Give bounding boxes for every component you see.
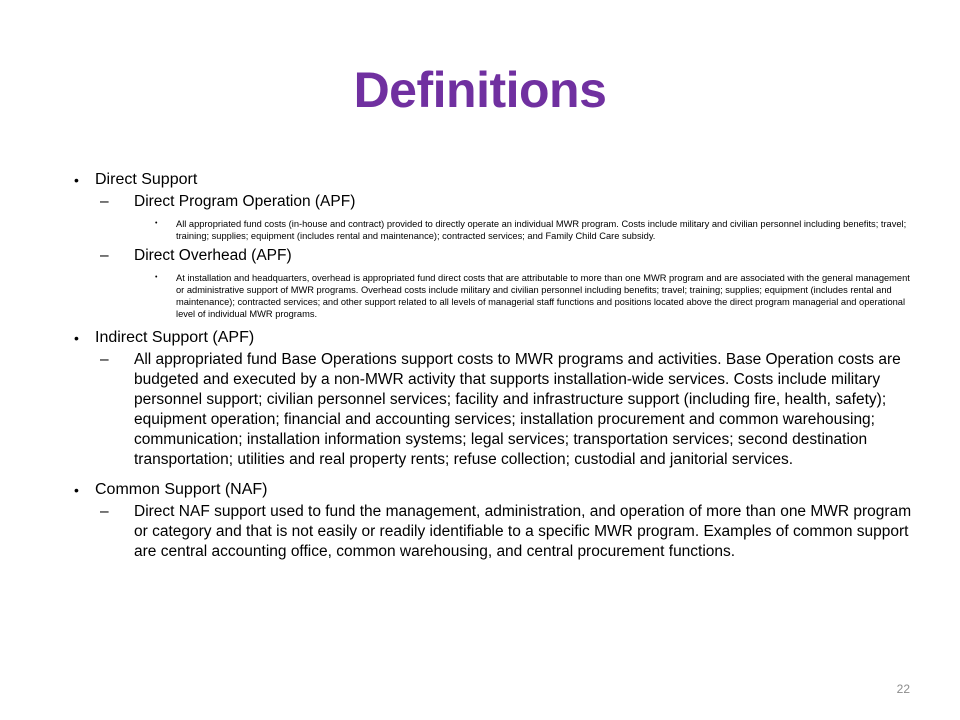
detail-text: All appropriated fund costs (in-house and contract) provided to directly operate an individual MWR program. Costs include military and civilian personnel including benefits; travel; training; supplies; equipment (includes rental and maintenance); contracted services; and Family Child Care subsidy. — [176, 219, 907, 241]
bullet-icon: • — [74, 482, 79, 498]
subbullet-direct-program-operation — [100, 192, 922, 212]
bullet-label: Common Support (NAF) — [95, 481, 268, 498]
detail-direct-program-operation — [155, 218, 911, 242]
bullet-label: Indirect Support (APF) — [95, 329, 255, 346]
subbullet-label: Direct Overhead (APF) — [134, 247, 292, 264]
bullet-indirect-support — [72, 328, 922, 348]
dash-icon: – — [100, 247, 109, 264]
subbullet-text: All appropriated fund Base Operations support costs to MWR programs and activities. Base Operation costs are budgeted and executed by a non-MWR activity that supports installation-wide services. Costs include military personnel support; civilian personnel services; facility and infrastructure support (including fire, health, safety); equipment operation; financial and accounting services; installation procurement and common warehousing; communication; installation information systems; legal services; transportation services; second destination transportation; utilities and real property rents; refuse collection; custodial and janitorial services. — [134, 351, 901, 468]
bullet-common-support — [72, 480, 922, 500]
bullet-icon: • — [74, 172, 79, 188]
page-number: 22 — [896, 682, 910, 696]
slide-title: Definitions — [353, 62, 607, 118]
subbullet-label: Direct Program Operation (APF) — [134, 193, 356, 210]
bullet-label: Direct Support — [95, 171, 198, 188]
slide-content — [72, 170, 922, 564]
subbullet-common-support-text — [100, 502, 922, 562]
bullet-direct-support — [72, 170, 922, 190]
bullet-icon: • — [155, 274, 158, 281]
subbullet-text: Direct NAF support used to fund the management, administration, and operation of more than one MWR program or category and that is not easily or readily identifiable to a specific MWR program. Examples of common support are central accounting office, common warehousing, and central procurement functions. — [134, 503, 912, 560]
subbullet-indirect-support-text — [100, 350, 922, 470]
dash-icon: – — [100, 503, 109, 520]
subbullet-direct-overhead — [100, 246, 922, 266]
bullet-icon: • — [74, 330, 79, 346]
bullet-icon: • — [155, 220, 158, 227]
dash-icon: – — [100, 351, 109, 368]
detail-text: At installation and headquarters, overhead is appropriated fund direct costs that are attributable to more than one MWR program and are associated with the general management or administrative support of MWR programs. Overhead costs include military and civilian personnel including benefits; travel; training; supplies; equipment (includes rental and maintenance); contracted services; and other support related to all levels of managerial staff functions and positions located above the direct program managerial and operational level of individual MWR programs. — [176, 273, 910, 319]
detail-direct-overhead — [155, 272, 911, 320]
dash-icon: – — [100, 193, 109, 210]
